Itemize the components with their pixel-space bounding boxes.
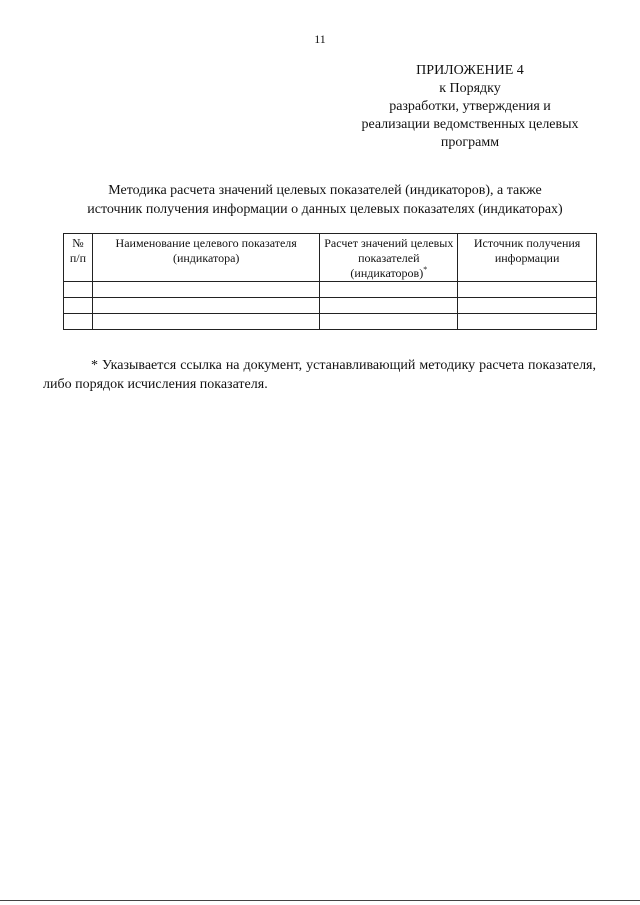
table-cell [64, 298, 93, 314]
footnote: * Указывается ссылка на документ, устанавливающий методику расчета показателя, либо порядок исчисления показателя. [43, 358, 596, 392]
table-cell [320, 298, 458, 314]
table-cell [92, 282, 319, 298]
appendix-block [340, 62, 600, 152]
appendix-line: реализации ведомственных целевых [361, 117, 579, 132]
table-cell [320, 314, 458, 330]
column-header-calculation-label: Расчет значений целевых показателей (индикаторов) [324, 236, 454, 280]
column-header-number: № п/п [64, 234, 93, 282]
table-cell [458, 282, 597, 298]
appendix-line: программ [440, 135, 500, 150]
table-row [64, 298, 597, 314]
bottom-divider [0, 900, 640, 901]
page-number: 11 [314, 32, 326, 46]
appendix-title: ПРИЛОЖЕНИЕ 4 [416, 63, 524, 78]
table-row [64, 282, 597, 298]
footnote-marker: * [423, 265, 428, 274]
column-header-source: Источник получения информации [458, 234, 597, 282]
table-cell [64, 314, 93, 330]
appendix-line: разработки, утверждения и [389, 99, 551, 114]
appendix-line: к Порядку [439, 81, 501, 96]
table-row [64, 314, 597, 330]
table-cell [92, 298, 319, 314]
table-cell [458, 314, 597, 330]
column-header-calculation [320, 234, 458, 282]
document-title-line: источник получения информации о данных целевых показателях (индикаторах) [87, 202, 563, 217]
table-cell [320, 282, 458, 298]
document-title-line: Методика расчета значений целевых показателей (индикаторов), а также [108, 183, 542, 198]
document-title [60, 181, 590, 219]
table-cell [92, 314, 319, 330]
table-cell [458, 298, 597, 314]
column-header-indicator-name: Наименование целевого показателя (индикатора) [92, 234, 319, 282]
table-cell [64, 282, 93, 298]
table-header-row [64, 234, 597, 282]
indicators-table [63, 233, 597, 330]
